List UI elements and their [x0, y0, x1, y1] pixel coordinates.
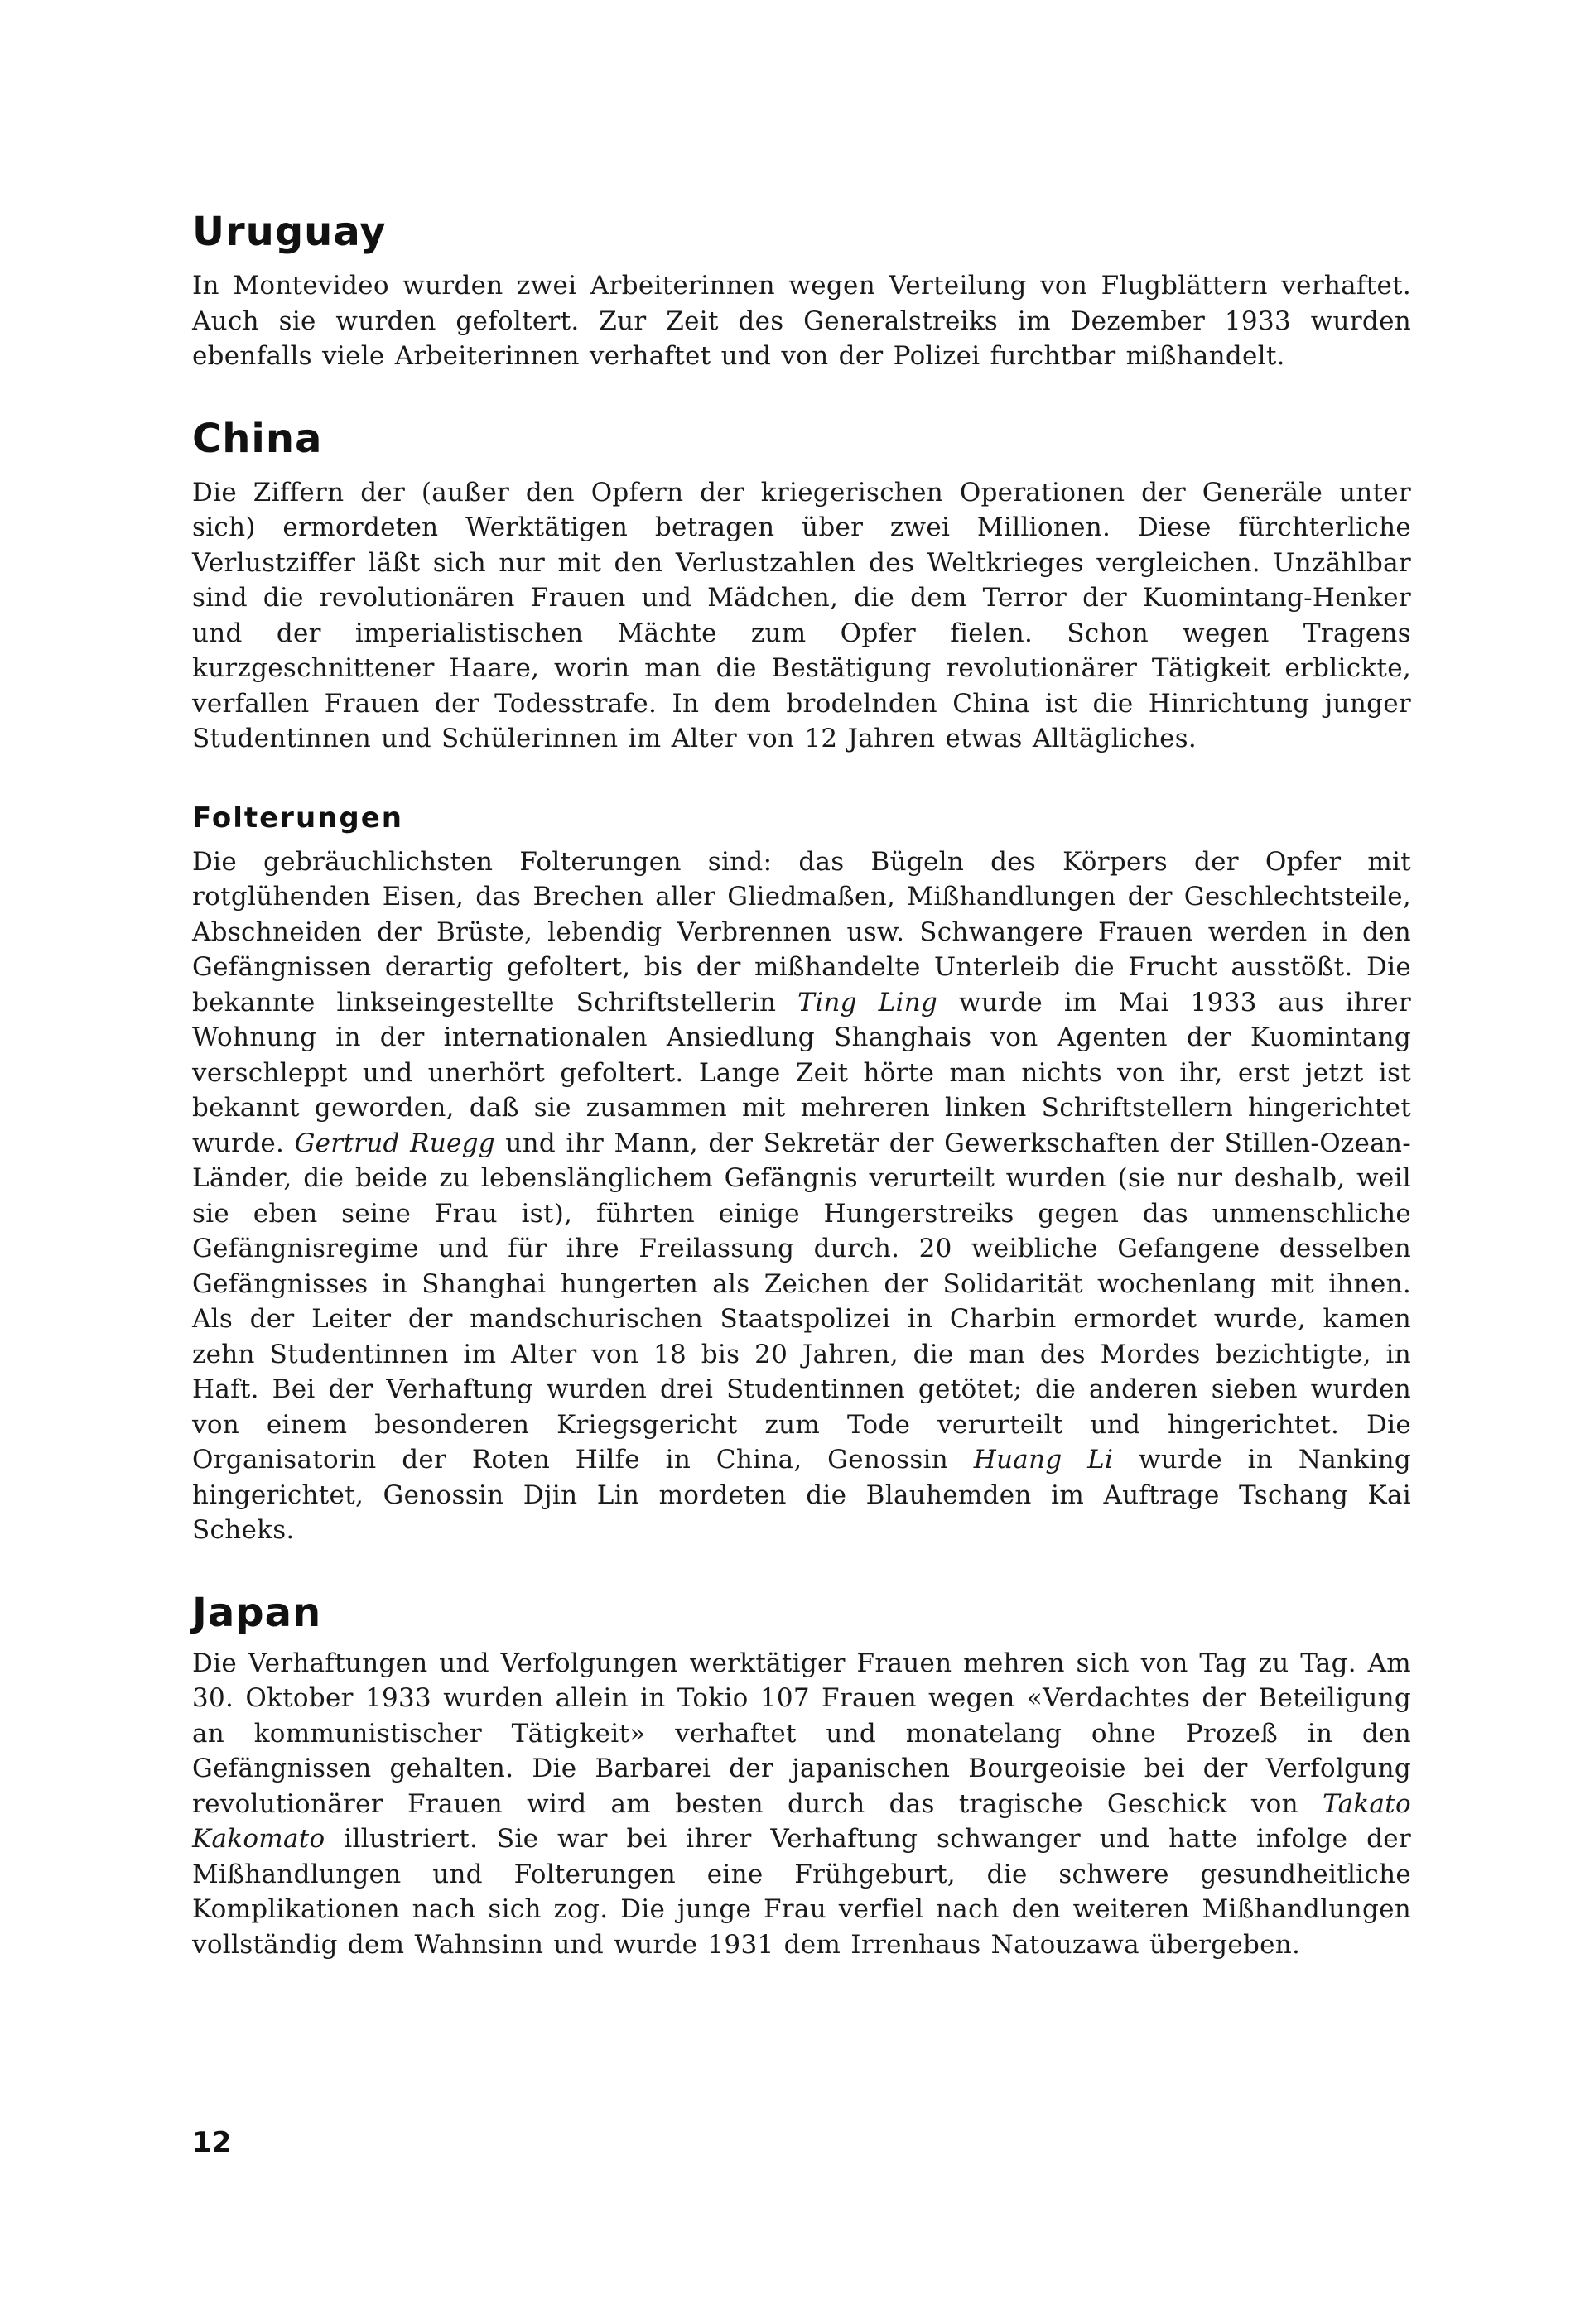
heading-china: China — [192, 415, 323, 462]
heading-japan: Japan — [192, 1589, 322, 1636]
text-run: Die Verhaftungen und Verfolgungen werktätiger Frauen mehren sich von Tag zu Tag. Am 30. Oktober 1933 wurden allein in Tokio 107 Frauen wegen «Verdachtes der Beteiligung an kommunistischer Tätigkeit» verhaftet und monatelang ohne Prozeß in den Gefängnissen gehalten. Die Barbarei der japanischen Bourgeoisie bei der Verfolgung revolutionärer Frauen wird am besten durch das tragische Geschick von — [192, 1648, 1411, 1819]
page-number: 12 — [192, 2126, 232, 2159]
text-run: wurde in Nanking hingerichtet, Genossin Djin Lin mordeten die Blauhemden im Auftrage Tschang Kai Scheks. — [192, 1445, 1411, 1545]
text-run: und ihr Mann, der Sekretär der Gewerkschaften der Stillen-Ozean-Länder, die beide zu lebenslänglichem Gefängnis verurteilt wurden (sie nur deshalb, weil sie eben seine Frau ist), führten einige Hungerstreiks gegen das unmenschliche Gefängnisregime und für ihre Freilassung durch. 20 weibliche Gefangene desselben Gefängnisses in Shanghai hungerten als Zeichen der Solidarität wochenlang mit ihnen. Als der Leiter der mandschurischen Staatspolizei in Charbin ermordet wurde, kamen zehn Studentinnen im Alter von 18 bis 20 Jahren, die man des Mordes bezichtigte, in Haft. Bei der Verhaftung wurden drei Studentinnen getötet; die anderen sieben wurden von einem besonderen Kriegsgericht zum Tode verurteilt und hingerichtet. Die Organisatorin der Roten Hilfe in China, Genossin — [192, 1128, 1412, 1475]
person-name: Takato Kakomato — [192, 1788, 1411, 1854]
text-run: illustriert. Sie war bei ihrer Verhaftung schwanger und hatte infolge der Mißhandlungen und Folterungen eine Frühgeburt, die schwere gesundheitliche Komplikationen nach sich zog. Die junge Frau verfiel nach den weiteren Mißhandlungen vollständig dem Wahnsinn und wurde 1931 dem Irrenhaus Natouzawa übergeben. — [192, 1824, 1411, 1960]
paragraph-china: Die Ziffern der (außer den Opfern der kriegerischen Operationen der Generäle unter sich) ermordeten Werktätigen betragen über zwei Millionen. Diese fürchterliche Verlustziffer läßt sich nur mit den Verlustzahlen des Weltkrieges vergleichen. Unzählbar sind die revolutionären Frauen und Mädchen, die dem Terror der Kuomintang-Henker und der imperialistischen Mächte zum Opfer fielen. Schon wegen Tragens kurzgeschnittener Haare, worin man die Bestätigung revolutionärer Tätigkeit erblickte, verfallen Frauen der Todesstrafe. In dem brodelnden China ist die Hinrichtung junger Studentinnen und Schülerinnen im Alter von 12 Jahren etwas Alltägliches. — [192, 477, 1411, 753]
heading-folterungen: Folterungen — [192, 801, 403, 835]
document-page — [192, 207, 1411, 1962]
heading-uruguay: Uruguay — [192, 209, 387, 255]
section-japan — [192, 1588, 1411, 1963]
person-name: Ting Ling — [797, 987, 938, 1018]
section-china — [192, 414, 1411, 757]
paragraph-folterungen — [192, 844, 1411, 1548]
section-folterungen — [192, 800, 1411, 1548]
section-uruguay — [192, 207, 1411, 374]
text-run: Die gebräuchlichsten Folterungen sind: das Bügeln des Körpers der Opfer mit rotglühenden Eisen, das Brechen aller Gliedmaßen, Mißhandlungen der Geschlechtsteile, Abschneiden der Brüste, lebendig Verbrennen usw. Schwangere Frauen werden in den Gefängnissen derartig gefoltert, bis der mißhandelte Unterleib die Frucht ausstößt. Die bekannte linkseingestellte Schriftstellerin — [192, 846, 1411, 1018]
text-run: wurde im Mai 1933 aus ihrer Wohnung in der internationalen Ansiedlung Shanghais von Agenten der Kuomintang verschleppt und unerhört gefoltert. Lange Zeit hörte man nichts von ihr, erst jetzt ist bekannt geworden, daß sie zusammen mit mehreren linken Schriftstellern hingerichtet wurde. — [192, 987, 1412, 1158]
paragraph-uruguay: In Montevideo wurden zwei Arbeiterinnen wegen Verteilung von Flugblättern verhaftet. Auch sie wurden gefoltert. Zur Zeit des Generalstreiks im Dezember 1933 wurden ebenfalls viele Arbeiterinnen verhaftet und von der Polizei furchtbar mißhandelt. — [192, 271, 1411, 371]
paragraph-japan — [192, 1646, 1411, 1963]
person-name: Huang Li — [973, 1445, 1114, 1475]
person-name: Gertrud Ruegg — [294, 1128, 495, 1158]
